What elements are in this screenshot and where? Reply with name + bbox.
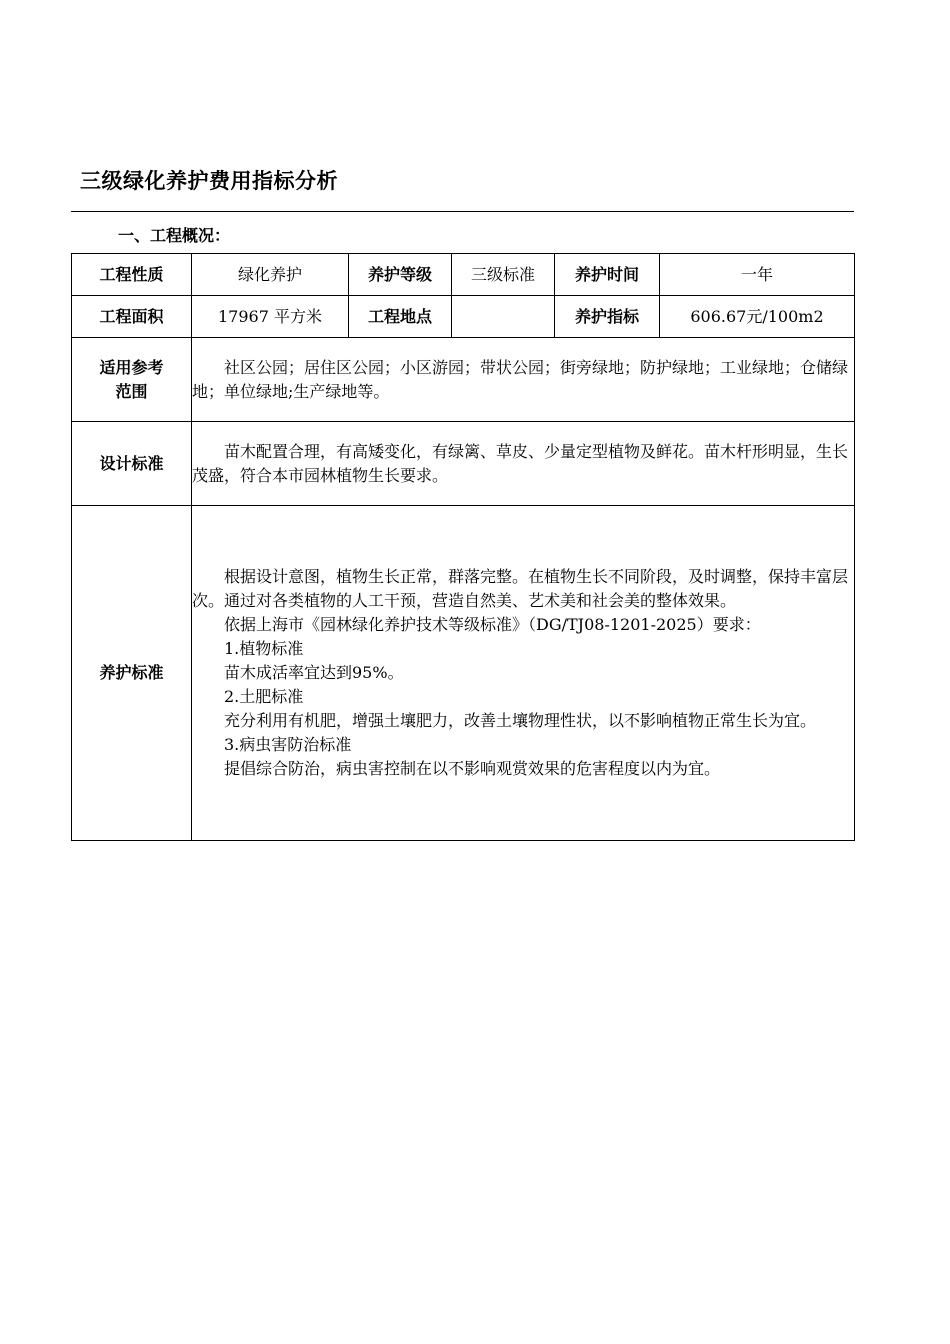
label-maintenance-standard: 养护标准 [72, 506, 192, 841]
value-design-standard [192, 422, 855, 506]
value-maintenance-standard [192, 506, 855, 841]
value-maintenance-period: 一年 [660, 254, 855, 296]
plant-standard-text: 苗木成活率宜达到95%。 [224, 663, 404, 682]
pest-standard-text: 提倡综合防治，病虫害控制在以不影响观赏效果的危害程度以内为宜。 [224, 759, 721, 778]
document-title: 三级绿化养护费用指标分析 [80, 169, 338, 193]
label-maintenance-period: 养护时间 [555, 254, 660, 296]
design-text: 苗木配置合理，有高矮变化，有绿篱、草皮、少量定型植物及鲜花。苗木杆形明显，生长茂盛，符合本市园林植物生长要求。 [192, 441, 849, 485]
plant-standard-title: 1.植物标准 [224, 639, 304, 658]
project-overview-table [71, 253, 855, 841]
value-project-nature: 绿化养护 [192, 254, 349, 296]
label-applicable-scope [72, 338, 192, 422]
value-project-area: 17967 平方米 [192, 296, 349, 338]
value-project-location [452, 296, 555, 338]
label-project-area: 工程面积 [72, 296, 192, 338]
maintenance-basis: 依据上海市《园林绿化养护技术等级标准》（DG/TJ08-1201-2025）要求： [224, 615, 761, 634]
pest-standard-title: 3.病虫害防治标准 [224, 735, 352, 754]
label-design-standard: 设计标准 [72, 422, 192, 506]
value-maintenance-level: 三级标准 [452, 254, 555, 296]
table-row [72, 254, 855, 296]
title-divider [71, 211, 854, 212]
table-row [72, 422, 855, 506]
soil-standard-text: 充分利用有机肥，增强土壤肥力，改善土壤物理性状，以不影响植物正常生长为宜。 [224, 711, 817, 730]
value-applicable-scope [192, 338, 855, 422]
maintenance-intro: 根据设计意图，植物生长正常，群落完整。在植物生长不同阶段，及时调整，保持丰富层次。通过对各类植物的人工干预，营造自然美、艺术美和社会美的整体效果。 [192, 567, 849, 610]
table-row [72, 338, 855, 422]
label-applicable-scope-line1: 适用参考 [99, 357, 164, 377]
label-maintenance-level: 养护等级 [349, 254, 452, 296]
label-project-location: 工程地点 [349, 296, 452, 338]
label-applicable-scope-line2: 范围 [115, 381, 148, 401]
section-heading-overview: 一、工程概况： [118, 226, 231, 245]
table-row [72, 506, 855, 841]
label-project-nature: 工程性质 [72, 254, 192, 296]
value-maintenance-index: 606.67元/100m2 [660, 296, 855, 338]
soil-standard-title: 2.土肥标准 [224, 687, 304, 706]
label-maintenance-index: 养护指标 [555, 296, 660, 338]
table-row [72, 296, 855, 338]
scope-text: 社区公园；居住区公园；小区游园；带状公园；街旁绿地；防护绿地；工业绿地；仓储绿地；单位绿地;生产绿地等。 [192, 357, 849, 401]
